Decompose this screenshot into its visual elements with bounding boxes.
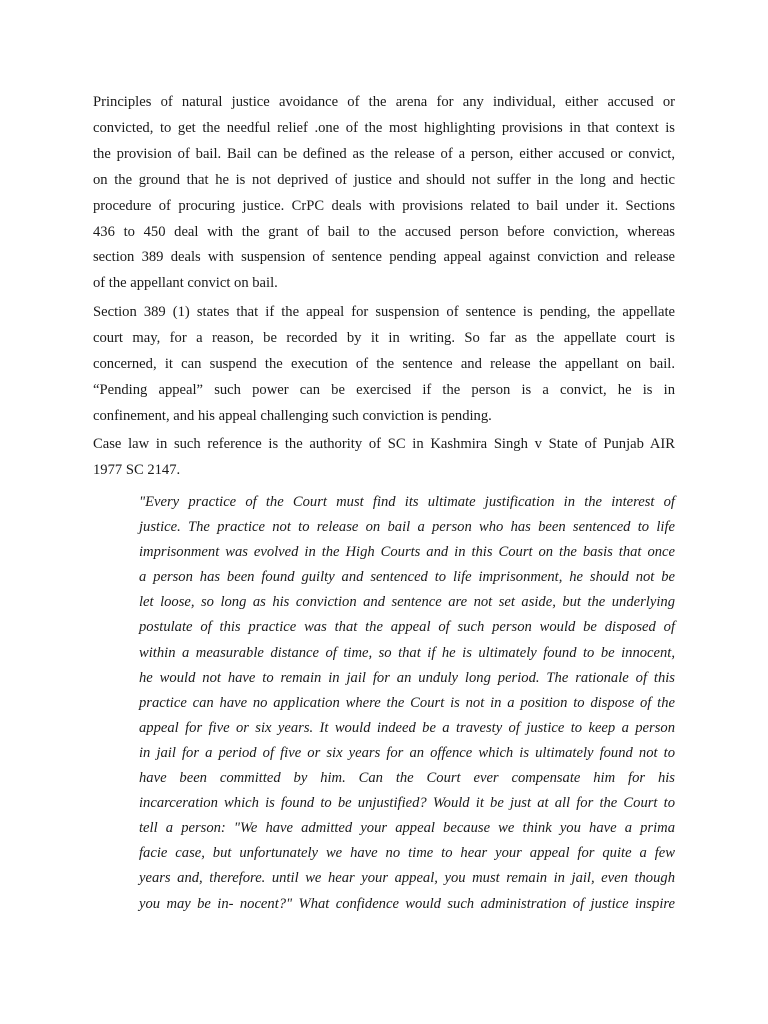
text-line: 436 to 450 deal with the grant of bail to the accused person before conviction, whereas	[93, 223, 675, 240]
paragraph-bail-intro	[93, 90, 675, 297]
quote-line: you may be in- nocent?" What confidence would such administration of justice inspire	[139, 895, 675, 912]
text-line: the provision of bail. Bail can be defined as the release of a person, either accused or convict,	[93, 145, 675, 162]
quote-line: in jail for a period of five or six years for an offence which is ultimately found not to	[139, 744, 675, 761]
block-quote-judgment	[139, 490, 675, 917]
quote-line: "Every practice of the Court must find its ultimate justification in the interest of	[139, 494, 675, 510]
text-line: 1977 SC 2147.	[93, 461, 181, 478]
quote-line: a person has been found guilty and sentenced to life imprisonment, he should not be	[139, 569, 675, 586]
text-line: concerned, it can suspend the execution of the sentence and release the appellant on bail.	[93, 355, 675, 372]
text-line: section 389 deals with suspension of sentence pending appeal against conviction and release	[93, 249, 675, 266]
quote-line: years and, therefore. until we hear your appeal, you must remain in jail, even though	[139, 870, 675, 887]
quote-line: facie case, but unfortunately we have no time to hear your appeal for quite a few	[139, 845, 675, 862]
quote-line: have been committed by him. Can the Court ever compensate him for his	[139, 770, 675, 787]
text-line: procedure of procuring justice. CrPC deals with provisions related to bail under it. Sections	[93, 197, 675, 214]
quote-line: imprisonment was evolved in the High Courts and in this Court on the basis that once	[139, 544, 675, 561]
quote-line: let loose, so long as his conviction and sentence are not set aside, but the underlying	[139, 594, 675, 611]
quote-line: appeal for five or six years. It would indeed be a travesty of justice to keep a person	[139, 719, 675, 736]
text-line: confinement, and his appeal challenging such conviction is pending.	[93, 407, 492, 424]
quote-line: he would not have to remain in jail for an unduly long period. The rationale of this	[139, 669, 675, 686]
quote-line: postulate of this practice was that the appeal of such person would be disposed of	[139, 619, 675, 636]
text-line: of the appellant convict on bail.	[93, 275, 278, 292]
paragraph-section-389	[93, 300, 675, 430]
text-line: Section 389 (1) states that if the appeal for suspension of sentence is pending, the appellate	[93, 304, 675, 320]
text-line: court may, for a reason, be recorded by it in writing. So far as the appellate court is	[93, 329, 675, 346]
text-line: convicted, to get the needful relief .one of the most highlighting provisions in that context is	[93, 119, 675, 136]
paragraph-case-law	[93, 432, 675, 484]
quote-line: justice. The practice not to release on bail a person who has been sentenced to life	[139, 519, 675, 536]
quote-line: within a measurable distance of time, so that if he is ultimately found to be innocent,	[139, 644, 675, 661]
text-line: “Pending appeal” such power can be exercised if the person is a convict, he is in	[93, 381, 675, 398]
text-line: on the ground that he is not deprived of justice and should not suffer in the long and hectic	[93, 171, 675, 188]
text-line: Principles of natural justice avoidance of the arena for any individual, either accused or	[93, 94, 675, 110]
text-line: Case law in such reference is the authority of SC in Kashmira Singh v State of Punjab AIR	[93, 436, 675, 452]
quote-line: tell a person: "We have admitted your appeal because we think you have a prima	[139, 820, 675, 837]
quote-line: incarceration which is found to be unjustified? Would it be just at all for the Court to	[139, 795, 675, 812]
quote-line: practice can have no application where the Court is not in a position to dispose of the	[139, 694, 675, 711]
